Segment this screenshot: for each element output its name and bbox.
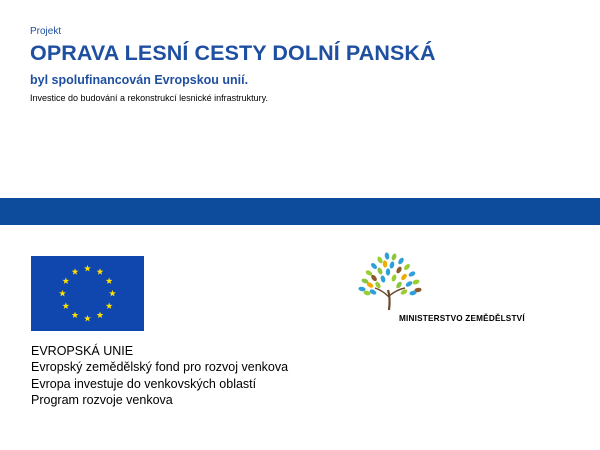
eu-line-program: Program rozvoje venkova: [31, 393, 173, 408]
project-subtitle: byl spolufinancován Evropskou unií.: [30, 73, 249, 87]
eu-line-union: EVROPSKÁ UNIE: [31, 344, 134, 358]
project-kicker: Projekt: [30, 26, 62, 37]
ministry-name: MINISTERSTVO ZEMĚDĚLSTVÍ: [399, 314, 525, 323]
blue-band: [0, 198, 600, 225]
eu-line-invest: Evropa investuje do venkovských oblastí: [31, 376, 257, 391]
header: [30, 26, 590, 103]
project-title: OPRAVA LESNÍ CESTY DOLNÍ PANSKÁ: [30, 41, 436, 65]
eu-text-block: [31, 343, 288, 409]
eu-flag-icon: [31, 256, 144, 331]
eu-line-fund: Evropský zemědělský fond pro rozvoj venkova: [31, 360, 289, 375]
project-description: Investice do budování a rekonstrukcí lesnické infrastruktury.: [30, 93, 268, 103]
tree-logo-icon: [357, 252, 425, 312]
